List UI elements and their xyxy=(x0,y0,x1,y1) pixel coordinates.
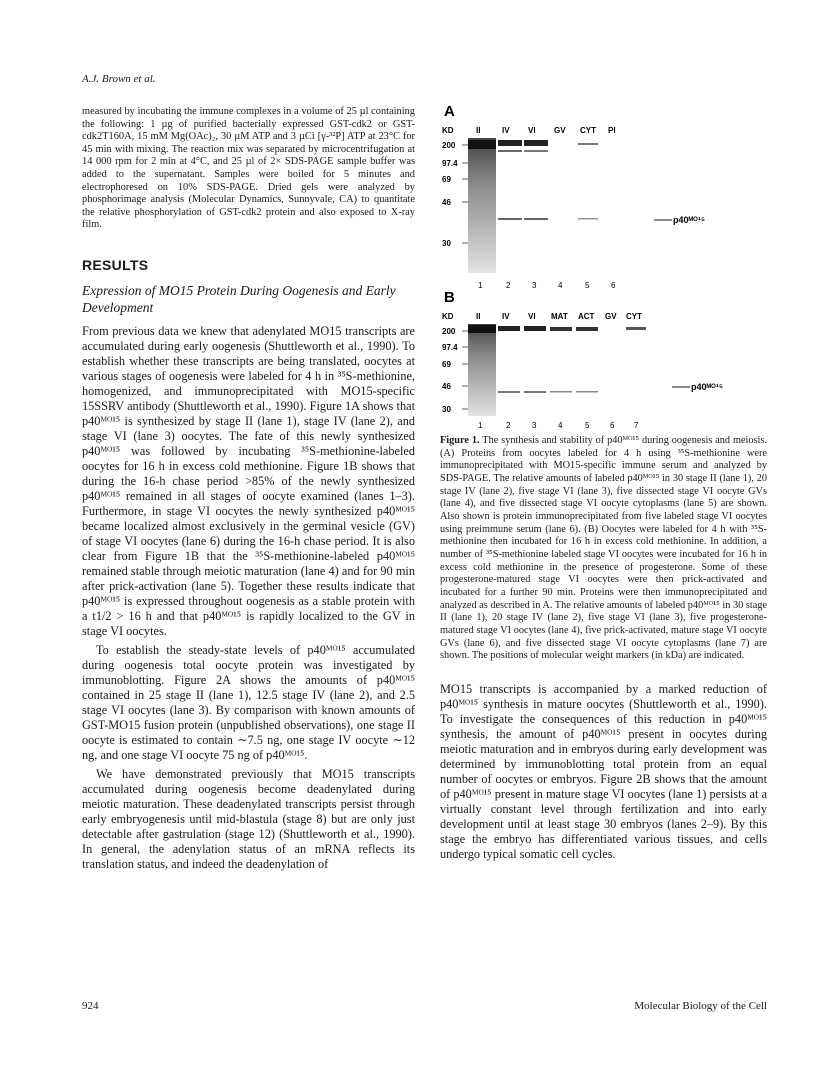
right-column-body xyxy=(440,682,767,862)
panel-b-kd: KD xyxy=(442,312,454,321)
panel-a-lane-header: GV xyxy=(554,126,566,135)
panel-a-lane-header: II xyxy=(476,126,481,135)
panel-a-marker: 30 xyxy=(442,239,451,248)
panel-b-marker: 97.4 xyxy=(442,343,458,352)
panel-b-marker: 46 xyxy=(442,382,451,391)
page-number: 924 xyxy=(82,1000,99,1012)
panel-b-lane-header: CYT xyxy=(626,312,642,321)
results-heading: RESULTS xyxy=(82,257,149,273)
panel-b-label: B xyxy=(444,289,455,306)
panel-a-lane-number: 3 xyxy=(532,281,537,290)
panel-a-gel xyxy=(468,138,598,273)
panel-b-lane-header: GV xyxy=(605,312,617,321)
panel-b-lane-header: ACT xyxy=(578,312,595,321)
panel-b-lane-number: 3 xyxy=(532,421,537,430)
figure-1 xyxy=(440,100,767,430)
panel-a-lane-number: 4 xyxy=(558,281,563,290)
paragraph-4: MO15 transcripts is accompanied by a marked reduction of p40ᴹᴼ¹⁵ synthesis in mature oocytes (Shuttleworth et al., 1990). To investigate the consequences of this reduction in p40ᴹᴼ¹⁵ synthesis, the amount of p40ᴹᴼ¹⁵ present in oocytes during meiotic maturation and in embryos during early development was determined by immunoblotting total protein from an equal number of oocytes or embryos. Figure 2B shows that the amount of p40ᴹᴼ¹⁵ present in mature stage VI oocytes (lane 1) persists at a virtually constant level through fertilization and into early development until at least stage 30 embryos (lanes 2–9). By this stage the embryo has differentiated various tissues, and cells undergo typical somatic cell cycles. xyxy=(440,682,767,861)
caption-text: The synthesis and stability of p40ᴹᴼ¹⁵ during oogenesis and meiosis. (A) Proteins from oocytes labeled for 4 h using ³⁵S-methionine were immunoprecipitated with MO15-specific immune serum and analyzed by SDS-PAGE. The relative amounts of labeled p40ᴹᴼ¹⁵ in 30 stage II (lane 1), 20 stage IV (lane 2), five stage VI (lane 3), five dissected stage VI oocyte GVs (lane 4), and five dissected stage VI oocyte cytoplasms (lane 5) are shown. Also shown is protein immunoprecipitated from five labeled stage VI oocytes using preimmune serum (lane 6). (B) Oocytes were labeled for 4 h with ³⁵S-methionine then incubated for 16 h in excess cold methionine. In addition, a number of ³⁵S-methionine labeled stage VI oocytes were incubated for 16 h in excess cold methionine in the presence of progesterone. Some of these progesterone-matured stage VI oocytes were then prick-activated and incubated for a further 90 min. Proteins were then immunoprecipitated and analyzed as described in A. The relative amounts of labeled p40ᴹᴼ¹⁵ in 30 stage II (lane 1), 20 stage IV (lane 2), five stage VI (lane 3), five progesterone-matured stage VI oocytes (lane 4), five prick-activated, mature stage VI oocyte GVs (lane 6), and five dissected stage VI oocyte cytoplasms (lane 7) are shown. The positions of molecular weight markers (in kDa) are indicated. xyxy=(440,435,768,662)
panel-a-lane-header: VI xyxy=(528,126,536,135)
panel-a-lane-number: 6 xyxy=(611,281,616,290)
figure-1-gels xyxy=(440,100,767,430)
panel-a-lane-header: IV xyxy=(502,126,510,135)
panel-b-marker: 200 xyxy=(442,327,456,336)
methods-paragraph: measured by incubating the immune complexes in a volume of 25 µl containing the following: 1 µg of purified bacterially expressed GST-cdk2 or GST-cdk2T160A, 15 mM Mg(OAc)₂, 30 µM ATP and 3 µCi [γ-³²P] ATP at 23°C for 45 min with mixing. The reaction mix was separated by microcentrifugation at 14 000 rpm for 2 min at 4°C, and 25 µl of 2× SDS-PAGE sample buffer was added to the supernatant. Samples were boiled for 5 minutes and electrophoresed on 10% SDS-PAGE. Dried gels were analyzed by phosphorimage analysis (Molecular Dynamics, Sunnyvale, CA) to quantitate the relative phosphorylation of GST-cdk2 protein and also exposed to X-ray film. xyxy=(82,106,415,231)
panel-a-kd: KD xyxy=(442,126,454,135)
panel-b-lane-number: 2 xyxy=(506,421,511,430)
panel-b-lane-number: 5 xyxy=(585,421,590,430)
panel-a-lane-header: PI xyxy=(608,126,616,135)
panel-b-lane-header: II xyxy=(476,312,481,321)
figure-caption xyxy=(440,435,767,663)
panel-a-marker: 97.4 xyxy=(442,159,458,168)
panel-b-lane-number: 4 xyxy=(558,421,563,430)
panel-a-label: A xyxy=(444,103,455,120)
paragraph-2: To establish the steady-state levels of p40ᴹᴼ¹⁵ accumulated during oogenesis total oocyte protein was investigated by immunoblotting. Figure 2A shows the amounts of p40ᴹᴼ¹⁵ contained in 25 stage II (lane 1), 12.5 stage IV (lane 2), and 2.5 stage VI oocytes (lane 3). By comparison with known amounts of GST-MO15 fusion protein (unpublished observations), one stage II oocyte is estimated to contain ∼7.5 ng, one stage IV oocyte ∼12 ng, and one stage VI oocyte 75 ng of p40ᴹᴼ¹⁵. xyxy=(82,643,415,762)
panel-b-marker: 30 xyxy=(442,405,451,414)
panel-b-band-label: p40ᴹᴼ¹⁵ xyxy=(691,382,724,392)
section-subheading: Expression of MO15 Protein During Oogenesis and Early Development xyxy=(82,283,396,315)
panel-b-marker: 69 xyxy=(442,360,451,369)
caption-label: Figure 1. xyxy=(440,435,480,446)
panel-a-band-label: p40ᴹᴼ¹⁵ xyxy=(673,215,706,225)
panel-a-marker: 69 xyxy=(442,175,451,184)
panel-a-marker: 200 xyxy=(442,141,456,150)
paragraph-3: We have demonstrated previously that MO15 transcripts accumulated during oogenesis become deadenylated during meiotic maturation. These deadenylated transcripts persist through early embryogenesis until mid-blastula (stage 8) but are only just detectable after gastrulation (stage 12) (Shuttleworth et al., 1990). In general, the adenylation status of an mRNA reflects its translation status, and indeed the deadenylation of xyxy=(82,767,415,871)
paragraph-1: From previous data we knew that adenylated MO15 transcripts are accumulated during early oogenesis (Shuttleworth et al., 1990). To establish whether these transcripts are being translated, oocytes at various stages of oogenesis were labeled for 4 h in ³⁵S-methionine, homogenized, and immunoprecipitated with MO15-specific 15SSRV antibody (Shuttleworth et al., 1990). Figure 1A shows that p40ᴹᴼ¹⁵ is synthesized by stage II (lane 1), stage IV (lane 2), and stage VI (lane 3) oocytes. The fate of this newly synthesized p40ᴹᴼ¹⁵ was followed by incubating ³⁵S-methionine-labeled oocytes for 16 h in excess cold methionine. Figure 1B shows that during the 16-h chase period >85% of the newly synthesized p40ᴹᴼ¹⁵ remained in all stages of oocyte examined (lanes 1–3). Furthermore, in stage VI oocytes the newly synthesized p40ᴹᴼ¹⁵ became localized almost exclusively in the germinal vesicle (GV) of stage VI oocytes (lane 6) during the 16-h chase period. It is also clear from Figure 1B that the ³⁵S-methionine-labeled p40ᴹᴼ¹⁵ remained stable through meiotic maturation (lane 4) and for 90 min after prick-activation (lane 5). Together these results indicate that p40ᴹᴼ¹⁵ is expressed throughout oogenesis as a stable protein with a t1/2 > 16 h and that p40ᴹᴼ¹⁵ is rapidly localized to the GV in stage VI oocytes. xyxy=(82,324,415,638)
panel-a-marker: 46 xyxy=(442,198,451,207)
left-column-body xyxy=(82,324,415,872)
panel-b-lane-number: 7 xyxy=(634,421,639,430)
panel-b-gel xyxy=(468,324,646,416)
panel-b-lane-header: IV xyxy=(502,312,510,321)
panel-b-lane-number: 1 xyxy=(478,421,483,430)
panel-a-lane-header: CYT xyxy=(580,126,596,135)
panel-b-lane-number: 6 xyxy=(610,421,615,430)
panel-a-lane-number: 5 xyxy=(585,281,590,290)
running-head: A.J. Brown et al. xyxy=(82,73,156,85)
journal-name: Molecular Biology of the Cell xyxy=(634,1000,767,1012)
panel-b-lane-header: VI xyxy=(528,312,536,321)
panel-b-lane-header: MAT xyxy=(551,312,568,321)
panel-a-lane-number: 2 xyxy=(506,281,511,290)
panel-a-lane-number: 1 xyxy=(478,281,483,290)
